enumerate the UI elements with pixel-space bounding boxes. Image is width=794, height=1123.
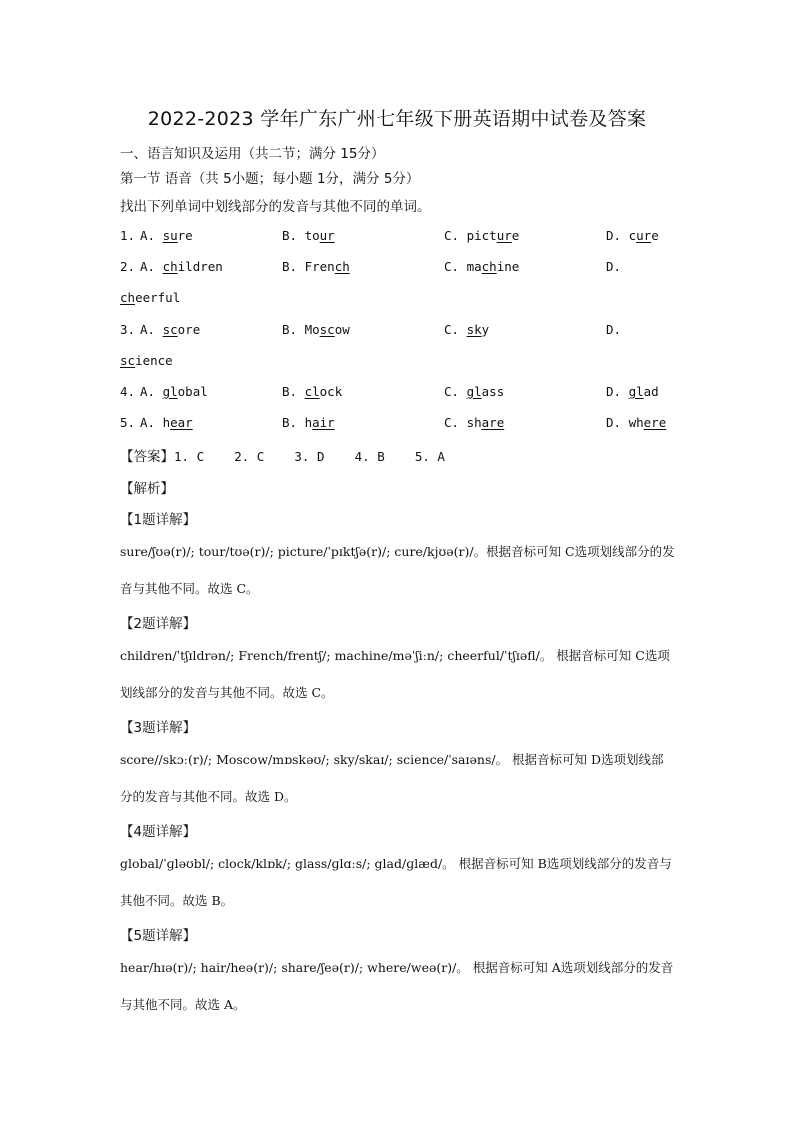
section-heading: 一、语言知识及运用（共二节；满分 15分） <box>120 146 385 162</box>
answer-line <box>120 445 445 465</box>
option-b: B. Moscow <box>282 322 350 337</box>
option-d-word: science <box>120 353 173 368</box>
detail-heading: 【4题详解】 <box>120 824 197 840</box>
option-c: C. machine <box>444 259 520 274</box>
option-b: B. French <box>282 259 350 274</box>
option-c: C. picture <box>444 228 520 243</box>
option-d-word: cheerful <box>120 290 181 305</box>
option-a: A. score <box>140 322 201 337</box>
question-number: 4. <box>120 384 136 399</box>
option-a: A. global <box>140 384 208 399</box>
detail-text: hear/hɪə(r)/; hair/heə(r)/; share/ʃeə(r)/; where/weə(r)/。 根据音标可知 A选项划线部分的发音与其他不同。故选 A。 <box>120 960 674 1012</box>
option-a: A. hear <box>140 415 193 430</box>
option-a: A. sure <box>140 228 193 243</box>
detail-text: sure/ʃʊə(r)/; tour/tʊə(r)/; picture/ˈpɪktʃə(r)/; cure/kjʊə(r)/。根据音标可知 C选项划线部分的发音与其他不同。故选 C。 <box>120 544 675 596</box>
detail-heading: 【3题详解】 <box>120 720 197 736</box>
instruction-text: 找出下列单词中划线部分的发音与其他不同的单词。 <box>120 199 431 215</box>
detail-text: score//skɔː(r)/; Moscow/mɒskəʊ/; sky/skaɪ/; science/ˈsaɪəns/。 根据音标可知 D选项划线部分的发音与其他不同。故选 D。 <box>120 752 664 804</box>
detail-heading: 【2题详解】 <box>120 616 197 632</box>
detail-text: global/ˈɡləʊbl/; clock/klɒk/; glass/ɡlɑːs/; glad/ɡlæd/。 根据音标可知 B选项划线部分的发音与其他不同。故选 B。 <box>120 856 672 908</box>
answer-values: 1. C 2. C 3. D 4. B 5. A <box>174 449 445 464</box>
subsection-heading: 第一节 语音（共 5小题；每小题 1分，满分 5分） <box>120 171 420 187</box>
option-d: D. cure <box>606 228 659 243</box>
option-d: D. where <box>606 415 667 430</box>
option-d: D. glad <box>606 384 659 399</box>
question-number: 5. <box>120 415 136 430</box>
option-c: C. glass <box>444 384 505 399</box>
detail-heading: 【5题详解】 <box>120 928 197 944</box>
detail-text: children/ˈtʃɪldrən/; French/frentʃ/; machine/məˈʃiːn/; cheerful/ˈtʃɪəfl/。 根据音标可知 C选项划线部分的发音与其他不同。故选 C。 <box>120 648 670 700</box>
answer-label: 【答案】 <box>120 449 174 465</box>
question-number: 1. <box>120 228 136 243</box>
option-c: C. sky <box>444 322 490 337</box>
option-b: B. tour <box>282 228 335 243</box>
page-title: 2022-2023 学年广东广州七年级下册英语期中试卷及答案 <box>147 108 647 130</box>
detail-heading: 【1题详解】 <box>120 512 197 528</box>
option-d-label: D. <box>606 322 622 337</box>
question-number: 2. <box>120 259 136 274</box>
option-d-label: D. <box>606 259 622 274</box>
option-b: B. hair <box>282 415 335 430</box>
option-b: B. clock <box>282 384 343 399</box>
option-a: A. children <box>140 259 223 274</box>
option-c: C. share <box>444 415 505 430</box>
analysis-label: 【解析】 <box>120 481 174 497</box>
question-number: 3. <box>120 322 136 337</box>
